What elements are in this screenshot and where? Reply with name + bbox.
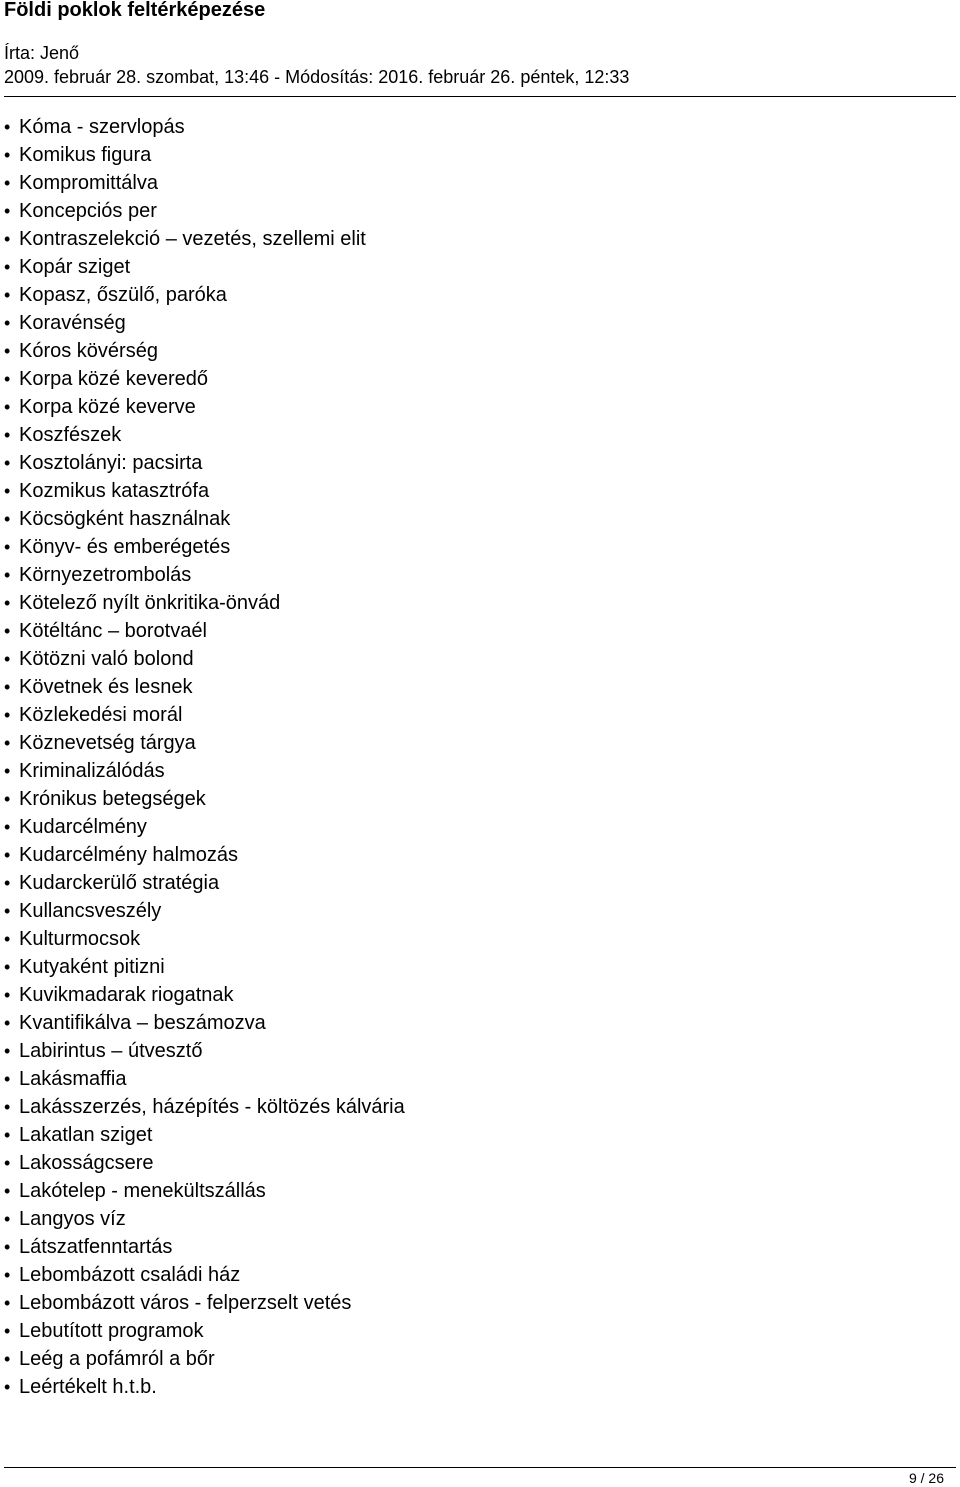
bullet-icon: • [4,201,11,221]
list-item [4,477,405,505]
list-item-text: Leég a pofámról a bőr [19,1348,215,1370]
bullet-icon: • [4,1041,11,1061]
list-item [4,869,405,897]
list-item-text: Koszfészek [19,424,122,446]
list-item-text: Kompromittálva [19,172,158,194]
list-item [4,393,405,421]
list-item [4,421,405,449]
list-item-text: Kontraszelekció – vezetés, szellemi elit [19,228,366,250]
list-item-text: Kopár sziget [19,256,131,278]
bullet-icon: • [4,1237,11,1257]
bullet-icon: • [4,845,11,865]
list-item-text: Lebutított programok [19,1320,204,1342]
list-item [4,701,405,729]
bullet-icon: • [4,341,11,361]
list-item-text: Környezetrombolás [19,564,192,586]
list-item [4,225,405,253]
document-header [4,0,956,87]
list-item [4,1121,405,1149]
document-title: Földi poklok feltérképezése [4,0,266,21]
bullet-icon: • [4,1265,11,1285]
list-item [4,169,405,197]
list-item [4,449,405,477]
bullet-icon: • [4,733,11,753]
bullet-icon: • [4,1181,11,1201]
list-item [4,1345,405,1373]
list-item-text: Kozmikus katasztrófa [19,480,210,502]
list-item [4,281,405,309]
bullet-icon: • [4,397,11,417]
bullet-icon: • [4,1069,11,1089]
list-item-text: Köznevetség tárgya [19,732,196,754]
list-item [4,1177,405,1205]
list-item-text: Köcsögként használnak [19,508,231,530]
bullet-icon: • [4,1125,11,1145]
page-number: 9 / 26 [908,1470,944,1486]
list-item-text: Lakatlan sziget [19,1124,153,1146]
bullet-icon: • [4,313,11,333]
header-divider [4,96,956,97]
list-item [4,533,405,561]
list-item [4,617,405,645]
list-item-text: Kötelező nyílt önkritika-önvád [19,592,281,614]
list-item [4,645,405,673]
bullet-icon: • [4,1293,11,1313]
bullet-icon: • [4,453,11,473]
list-item-text: Leértékelt h.t.b. [19,1376,157,1398]
list-item-text: Kopasz, őszülő, paróka [19,284,227,306]
bullet-icon: • [4,229,11,249]
bullet-icon: • [4,173,11,193]
list-item-text: Kudarcélmény halmozás [19,844,238,866]
list-item-text: Lebombázott város - felperzselt vetés [19,1292,352,1314]
list-item-text: Lakosságcsere [19,1152,154,1174]
list-item-text: Kriminalizálódás [19,760,165,782]
bullet-icon: • [4,537,11,557]
list-item-text: Látszatfenntartás [19,1236,173,1258]
list-item-text: Kosztolányi: pacsirta [19,452,203,474]
list-item [4,1065,405,1093]
list-item-text: Kötéltánc – borotvaél [19,620,207,642]
list-item-text: Kóma - szervlopás [19,116,185,138]
list-item-text: Kóros kövérség [19,340,158,362]
list-item-text: Kuvikmadarak riogatnak [19,984,234,1006]
list-item-text: Koravénség [19,312,126,334]
list-item-text: Lakásszerzés, házépítés - költözés kálvária [19,1096,405,1118]
bullet-icon: • [4,1377,11,1397]
bullet-icon: • [4,789,11,809]
bullet-icon: • [4,509,11,529]
list-item-text: Kudarcélmény [19,816,147,838]
bullet-icon: • [4,1013,11,1033]
bullet-icon: • [4,425,11,445]
list-item [4,1093,405,1121]
list-item [4,729,405,757]
list-item-text: Követnek és lesnek [19,676,193,698]
list-item-text: Kvantifikálva – beszámozva [19,1012,266,1034]
bullet-icon: • [4,117,11,137]
bullet-icon: • [4,1097,11,1117]
bullet-icon: • [4,1209,11,1229]
bullet-icon: • [4,677,11,697]
list-item-text: Koncepciós per [19,200,157,222]
bullet-list [4,113,405,1401]
list-item [4,337,405,365]
list-item-text: Kullancsveszély [19,900,162,922]
bullet-icon: • [4,873,11,893]
bullet-icon: • [4,649,11,669]
list-item [4,113,405,141]
list-item [4,757,405,785]
list-item [4,589,405,617]
bullet-icon: • [4,621,11,641]
bullet-icon: • [4,565,11,585]
list-item [4,505,405,533]
list-item [4,1233,405,1261]
list-item [4,309,405,337]
list-item-text: Kulturmocsok [19,928,141,950]
bullet-icon: • [4,929,11,949]
bullet-icon: • [4,369,11,389]
bullet-icon: • [4,817,11,837]
bullet-icon: • [4,705,11,725]
list-item [4,197,405,225]
bullet-icon: • [4,1321,11,1341]
bullet-icon: • [4,957,11,977]
list-item [4,1261,405,1289]
bullet-icon: • [4,257,11,277]
date-line: 2009. február 28. szombat, 13:46 - Módosítás: 2016. február 26. péntek, 12:33 [4,67,630,87]
author-line: Írta: Jenő [4,43,80,63]
list-item [4,253,405,281]
bullet-icon: • [4,1153,11,1173]
list-item [4,1149,405,1177]
list-item [4,673,405,701]
list-item [4,1289,405,1317]
list-item [4,897,405,925]
list-item [4,1205,405,1233]
list-item [4,1009,405,1037]
list-item [4,1317,405,1345]
bullet-icon: • [4,761,11,781]
list-item-text: Közlekedési morál [19,704,183,726]
list-item [4,953,405,981]
list-item-text: Lakásmaffia [19,1068,127,1090]
bullet-icon: • [4,1349,11,1369]
list-item-text: Lakótelep - menekültszállás [19,1180,266,1202]
list-item-text: Korpa közé keveredő [19,368,209,390]
list-item [4,561,405,589]
list-item-text: Langyos víz [19,1208,126,1230]
list-item-text: Kudarckerülő stratégia [19,872,220,894]
list-item [4,813,405,841]
bullet-icon: • [4,985,11,1005]
list-item [4,141,405,169]
footer-divider [4,1467,956,1468]
list-item-text: Korpa közé keverve [19,396,196,418]
bullet-icon: • [4,901,11,921]
list-item-text: Krónikus betegségek [19,788,206,810]
list-item-text: Lebombázott családi ház [19,1264,241,1286]
list-item-text: Könyv- és emberégetés [19,536,231,558]
bullet-icon: • [4,481,11,501]
list-item-text: Kötözni való bolond [19,648,194,670]
list-item-text: Kutyaként pitizni [19,956,165,978]
list-item [4,365,405,393]
list-item [4,1037,405,1065]
list-item-text: Labirintus – útvesztő [19,1040,203,1062]
list-item [4,981,405,1009]
list-item-text: Komikus figura [19,144,152,166]
list-item [4,1373,405,1401]
bullet-icon: • [4,593,11,613]
bullet-icon: • [4,145,11,165]
list-item [4,785,405,813]
bullet-icon: • [4,285,11,305]
list-item [4,925,405,953]
list-item [4,841,405,869]
